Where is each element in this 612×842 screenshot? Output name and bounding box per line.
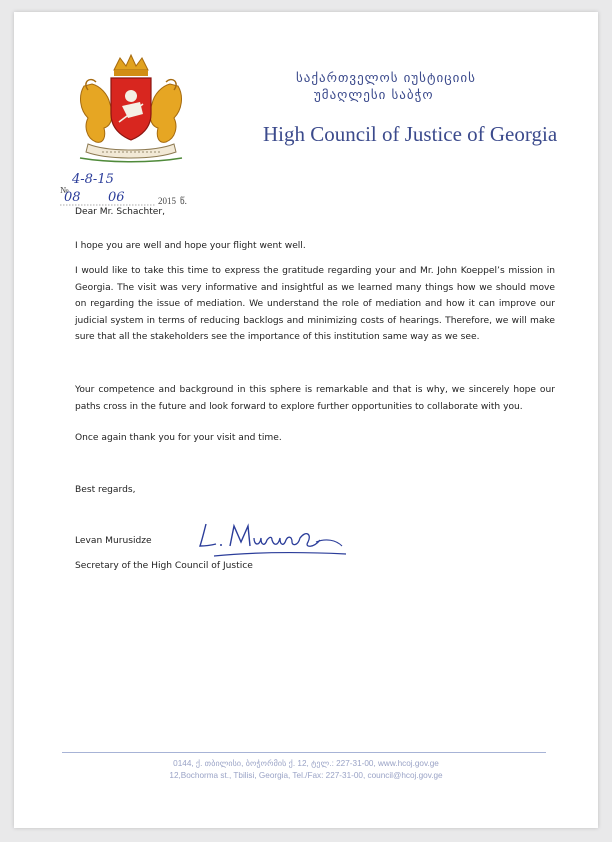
footer-address-english: 12,Bochorma st., Tbilisi, Georgia, Tel./Fax: 227-31-00, council@hcoj.gov.ge xyxy=(169,771,443,780)
georgian-council-name xyxy=(296,70,476,104)
paragraph-3: Your competence and background in this sphere is remarkable and that is why, we sincerely hope our paths cross in the future and look forward to explore further opportunities to collaborate with you. xyxy=(75,385,555,412)
paragraph-2: I would like to take this time to express the gratitude regarding your and Mr. John Koeppel’s mission in Georgia. The visit was very informative and insightful as we learned many things how we should move on regarding the issue of mediation. We understand the role of mediation and how it can improve our judicial system in terms of reducing backlogs and minimizing costs of hearings. Therefore, we will make sure that all the stakeholders see the importance of this institution same way as we see. xyxy=(75,266,555,342)
georgian-line-2: უმაღლესი საბჭო xyxy=(314,88,434,103)
reference-block xyxy=(60,172,260,208)
footer-address-georgian: 0144, ქ. თბილისი, ბოჭორმის ქ. 12, ტელ.: 227-31-00, www.hcoj.gov.ge xyxy=(173,759,439,768)
council-name-english: High Council of Justice of Georgia xyxy=(263,122,558,146)
handwritten-signature xyxy=(194,516,354,564)
closing: Best regards, xyxy=(75,485,136,495)
georgian-line-1: საქართველოს იუსტიციის xyxy=(296,71,476,86)
handwritten-reference-number: 4-8-15 xyxy=(72,172,114,187)
coat-of-arms-emblem xyxy=(70,52,192,164)
handwritten-date-day: 08 xyxy=(64,190,81,205)
paragraph-1: I hope you are well and hope your flight went well. xyxy=(75,241,306,251)
date-year: 2015 xyxy=(158,196,176,206)
letter-page xyxy=(14,12,598,828)
signer-name: Levan Murusidze xyxy=(75,536,152,546)
salutation: Dear Mr. Schachter, xyxy=(75,207,165,217)
signer-title: Secretary of the High Council of Justice xyxy=(75,561,253,571)
footer-divider xyxy=(62,752,546,753)
handwritten-date-month: 06 xyxy=(108,190,125,205)
year-suffix: წ. xyxy=(180,196,187,206)
number-prefix: № xyxy=(60,185,69,195)
paragraph-4: Once again thank you for your visit and time. xyxy=(75,433,282,443)
